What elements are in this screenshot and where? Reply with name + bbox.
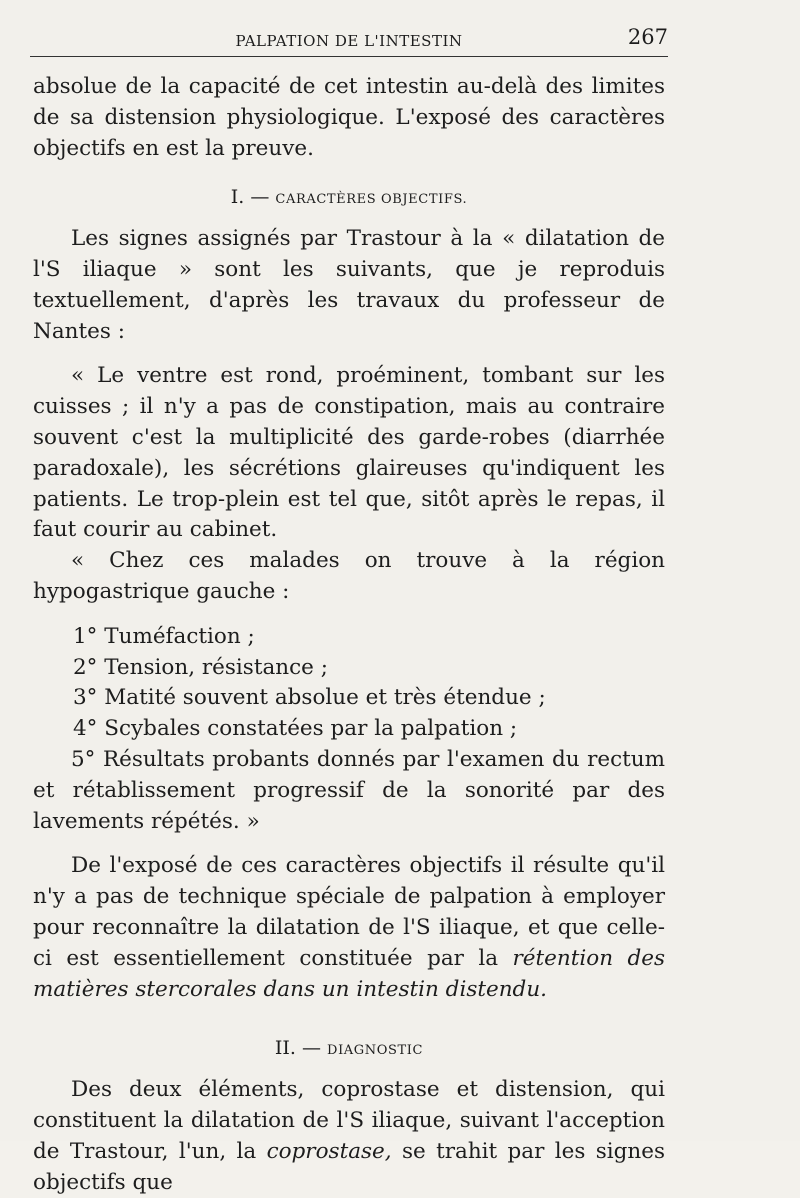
paragraph-7-end: se trahit par les signes objectifs que <box>33 1138 666 1195</box>
list-item: 1° Tuméfaction ; <box>73 623 255 649</box>
paragraph-6-emphasis: rétention des matières stercorales dans un intestin distendu. <box>33 945 665 1002</box>
symptom-list <box>33 622 665 745</box>
section-heading-1 <box>33 182 665 216</box>
section-number-2: II. — <box>274 1037 321 1060</box>
paragraph-6 <box>33 851 665 1005</box>
paragraph-2: Les signes assignés par Trastour à la « dilatation de l'S iliaque » sont les suivants, que je reproduis textuellement, d'après les travaux du professeur de Nantes : <box>33 226 665 344</box>
list-item: 2° Tension, résistance ; <box>73 654 328 680</box>
paragraph-4: « Chez ces malades on trouve à la région hypogastrique gauche : <box>33 548 665 604</box>
paragraph-6-text: De l'exposé de ces caractères objectifs il résulte qu'il n'y a pas de technique spéciale de palpation à employer pour reconnaître la dilatation de l'S iliaque, et que celle-ci est essentiellement constituée par la <box>33 853 665 971</box>
page-number: 267 <box>627 25 668 49</box>
paragraph-7-text: Des deux éléments, coprostase et distension, qui constituent la dilatation de l'S iliaque, suivant l'acception de Trastour, l'un, la <box>33 1077 665 1164</box>
paragraph-3: « Le ventre est rond, proéminent, tombant sur les cuisses ; il n'y a pas de constipation, mais au contraire souvent c'est la multiplicité des garde-robes (diarrhée paradoxale), les sécrétions glaireuses qu'indiquent les patients. Le trop-plein est tel que, sitôt après le repas, il faut courir au cabinet. <box>33 363 665 543</box>
section-heading-2 <box>33 1033 665 1067</box>
running-title: PALPATION DE L'INTESTIN <box>235 32 463 50</box>
page-body <box>33 72 665 1198</box>
page-header <box>30 22 668 57</box>
section-title-2: DIAGNOSTIC <box>327 1043 424 1059</box>
section-number-1: I. — <box>230 186 270 209</box>
list-item: 3° Matité souvent absolue et très étendue ; <box>73 685 546 711</box>
paragraph-7-emphasis: coprostase, <box>266 1138 392 1164</box>
section-title-1: CARACTÈRES OBJECTIFS. <box>275 192 468 208</box>
paragraph-7 <box>33 1075 665 1198</box>
paragraph-1: absolue de la capacité de cet intestin au-delà des limites de sa distension physiologique. L'exposé des caractères objectifs en est la preuve. <box>33 74 665 161</box>
paragraph-5: 5° Résultats probants donnés par l'examen du rectum et rétablissement progressif de la sonorité par des lavements répétés. » <box>33 746 665 834</box>
list-item: 4° Scybales constatées par la palpation ; <box>73 716 518 742</box>
